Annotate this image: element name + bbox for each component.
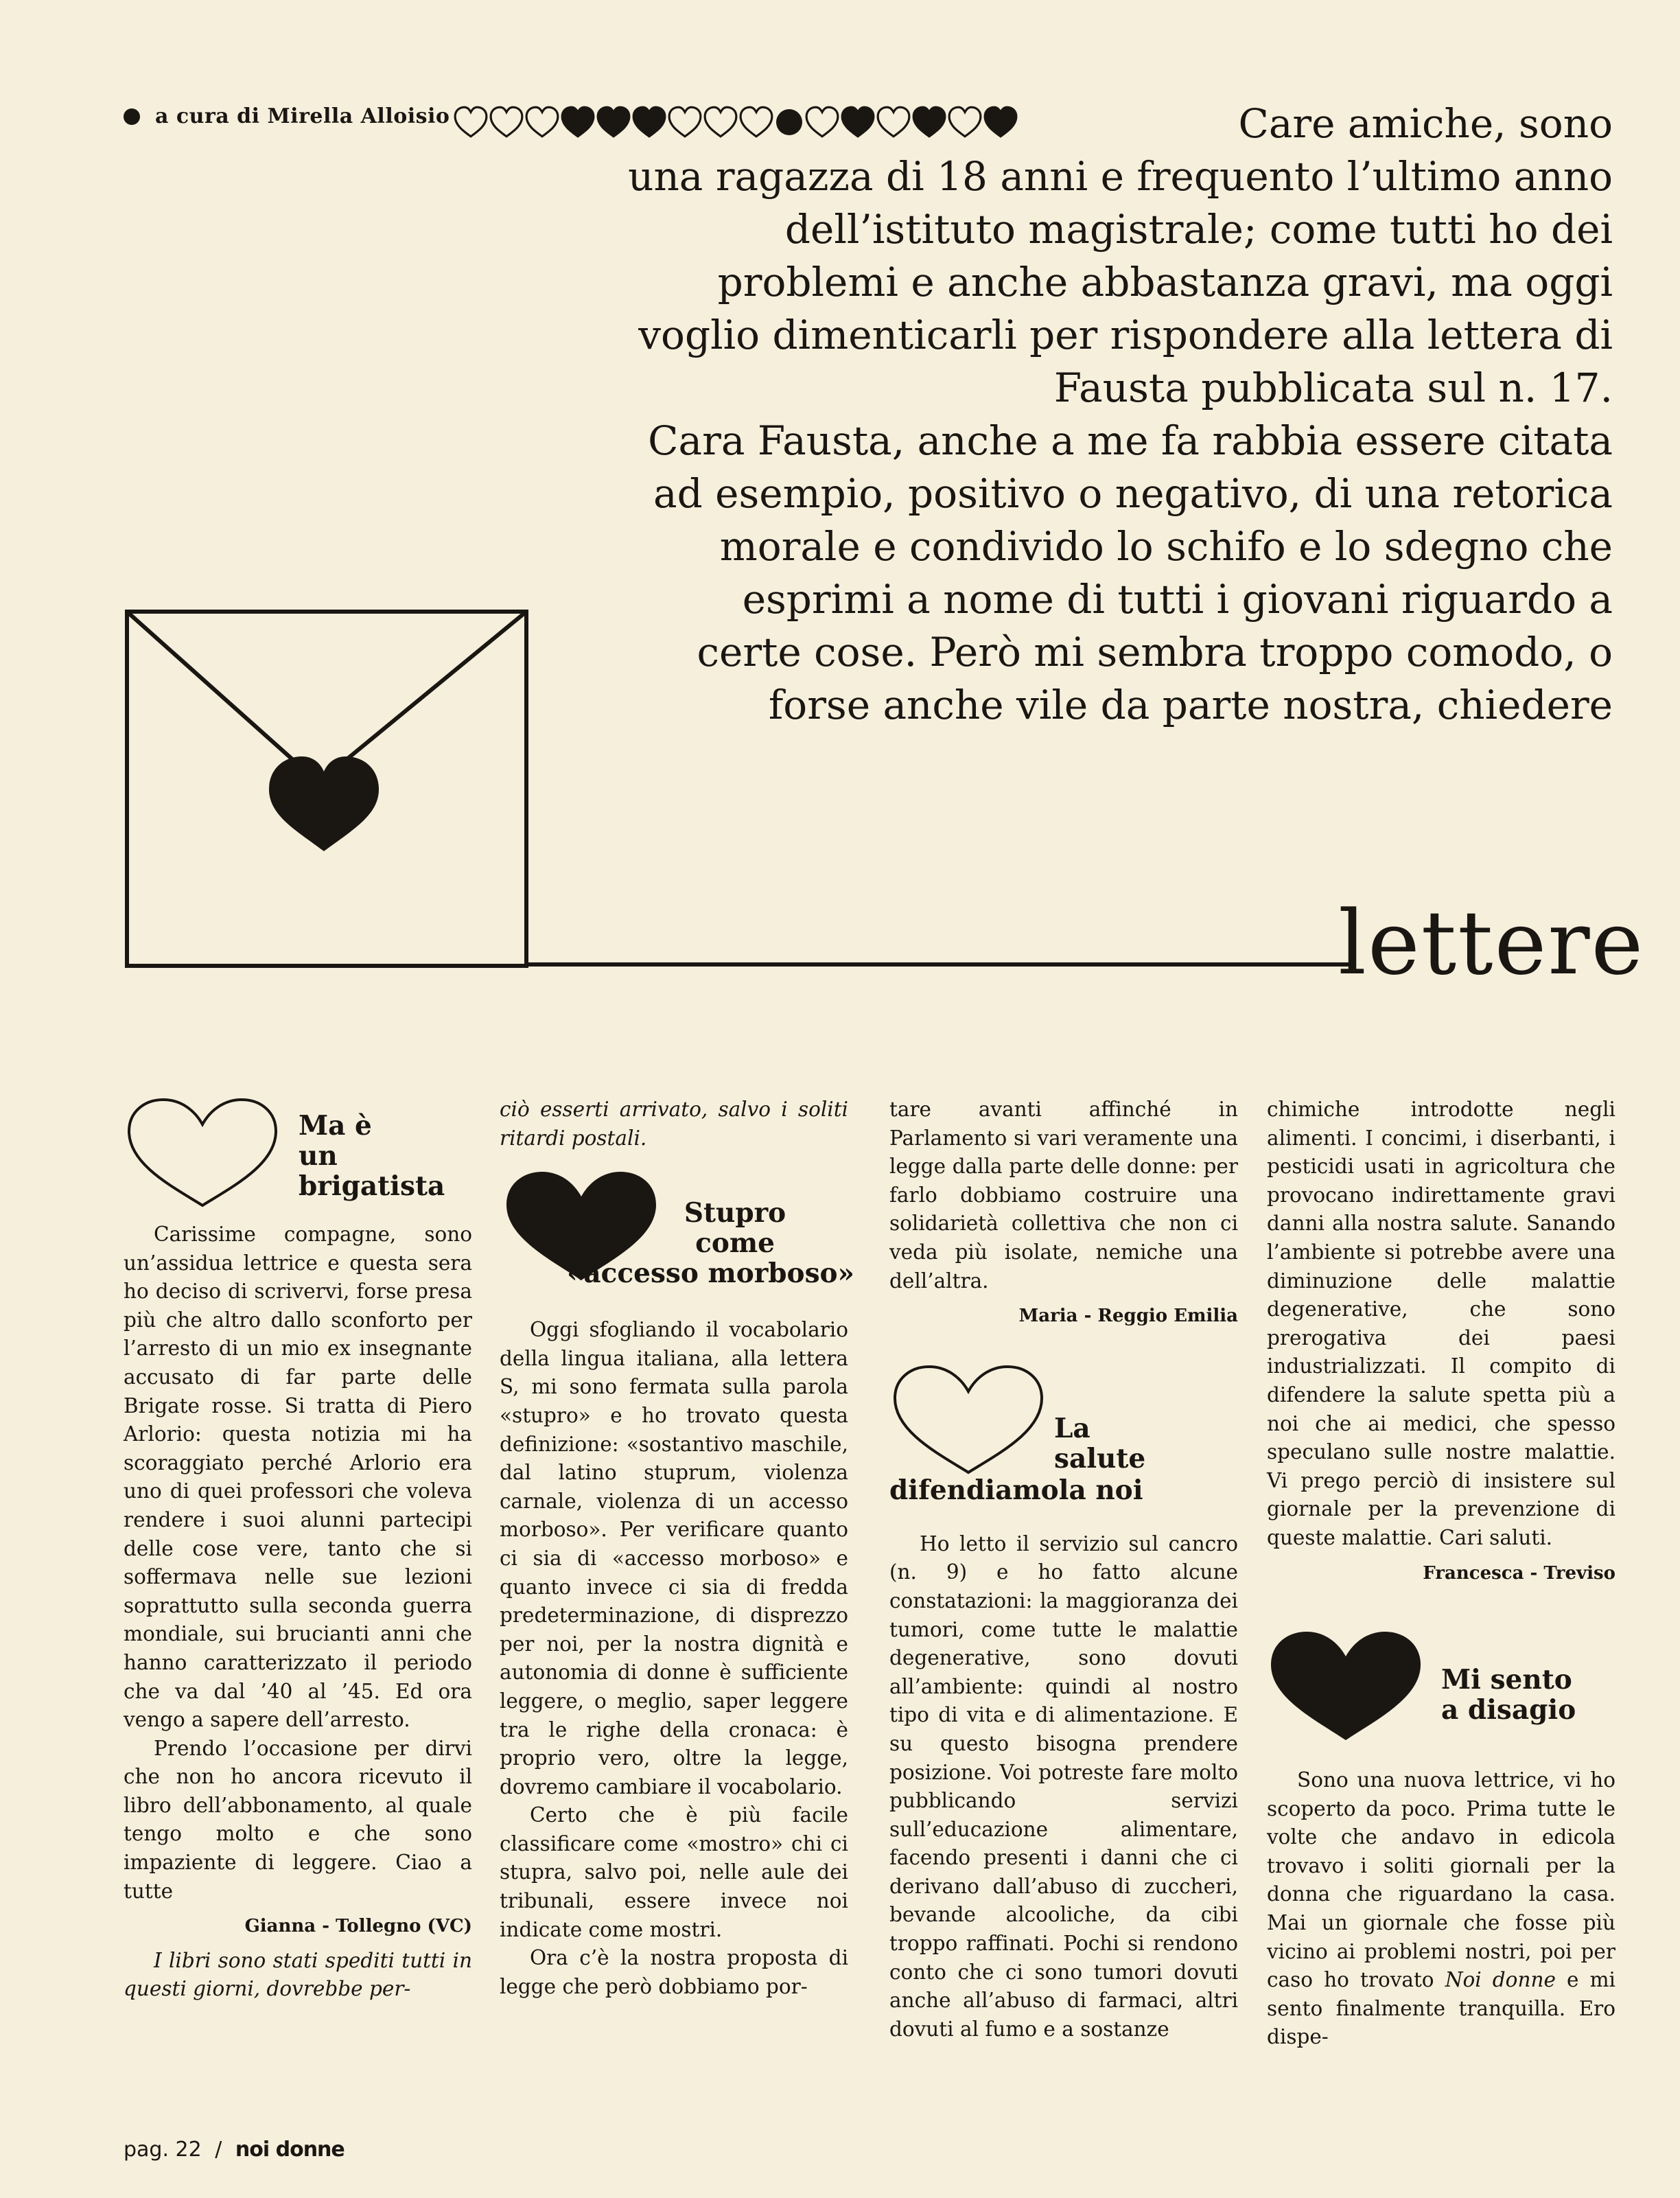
page-footer bbox=[124, 2138, 345, 2162]
page-number: pag. 22 bbox=[124, 2138, 202, 2162]
intro-line: certe cose. Però mi sembra troppo comodo, o bbox=[697, 629, 1613, 675]
section-rule bbox=[526, 962, 1349, 967]
letter-title bbox=[1054, 1413, 1145, 1474]
letter-paragraph-continued: tare avanti affinché in Parlamento si vari veramente una legge dalla parte delle donne: per farlo dobbiamo costruire una solidarietà collettiva che non ci veda più isolate, nemiche una dell’altra. bbox=[889, 1098, 1238, 1293]
heart-filled-icon bbox=[1267, 1629, 1425, 1746]
magazine-title: noi donne bbox=[235, 2138, 345, 2162]
letter-signature: Gianna - Tollegno (VC) bbox=[244, 1916, 472, 1937]
letter-signature: Francesca - Treviso bbox=[1423, 1562, 1615, 1584]
letter-paragraph-continued: chimiche introdotte negli alimenti. I concimi, i diserbanti, i pesticidi usati in agricoltura che provocano indirettamente gravi danni alla nostra salute. Sanando l’ambiente si potrebbe avere una diminuzione delle malattie degenerative, che sono prerogativa dei paesi industrializzati. Il compito di difendere la salute spetta più a noi che ai medici, che spesso speculano sulle nostre malattie. Vi prego perciò di insistere sul giornale per la prevenzione di queste malattie. Cari saluti. bbox=[1267, 1098, 1615, 1549]
letter-paragraph bbox=[1267, 1766, 1615, 2052]
byline bbox=[124, 104, 450, 128]
intro-line: Cara Fausta, anche a me fa rabbia essere citata bbox=[648, 417, 1613, 464]
intro-line: una ragazza di 18 anni e frequento l’ultimo anno bbox=[628, 153, 1613, 200]
letter-header-salute bbox=[889, 1363, 1238, 1520]
letter-paragraph: Oggi sfogliando il vocabolario della lingua italiana, alla lettera S, mi sono fermata sulla parola «stupro» e ho trovato questa definizione: «sostantivo maschile, dal latino stuprum, violenza carnale, violenza di un accesso morboso». Per verificare quanto ci sia di «accesso morboso» e quanto invece ci sia di fredda predeterminazione, di disprezzo per noi, per la nostra dignità e autonomia di donne è sufficiente leggere, o meglio, saper leggere tra le righe della cronaca: è proprio vero, oltre la legge, dovremo cambiare il vocabolario. bbox=[500, 1318, 848, 1798]
title-line: «accesso morboso» bbox=[567, 1258, 854, 1290]
bullet-dot-icon bbox=[124, 108, 140, 125]
title-line: come bbox=[695, 1227, 775, 1260]
letter-header-disagio bbox=[1267, 1629, 1615, 1757]
paragraph-text: e mi sento finalmente tranquilla. Ero dispe- bbox=[1267, 1968, 1615, 2049]
letter-title-line-3: difendiamola noi bbox=[889, 1474, 1143, 1506]
intro-line: forse anche vile da parte nostra, chiedere bbox=[768, 682, 1613, 728]
editor-reply: I libri sono stati spediti tutti in questi giorni, dovrebbe per- bbox=[124, 1948, 472, 2001]
envelope-icon bbox=[125, 610, 537, 969]
intro-line: dell’istituto magistrale; come tutti ho dei bbox=[784, 206, 1613, 253]
intro-line: morale e condivido lo schifo e lo sdegno che bbox=[719, 523, 1613, 570]
letter-paragraph: Prendo l’occasione per dirvi che non ho ancora ricevuto il libro dell’abbonamento, al quale tengo molto e che sono impaziente di leggere. Ciao a tutte bbox=[124, 1736, 472, 1903]
letter-paragraph: Ora c’è la nostra proposta di legge che però dobbiamo por- bbox=[500, 1946, 848, 1998]
editor-reply-continued: ciò esserti arrivato, salvo i soliti ritardi postali. bbox=[500, 1098, 848, 1150]
byline-text: a cura di Mirella Alloisio bbox=[155, 104, 450, 128]
title-line: salute bbox=[1054, 1442, 1146, 1474]
intro-letter bbox=[439, 97, 1613, 732]
heart-seal-icon bbox=[269, 756, 379, 851]
intro-line: problemi e anche abbastanza gravi, ma oggi bbox=[717, 259, 1613, 305]
intro-line: esprimi a nome di tutti i giovani riguardo a bbox=[742, 576, 1613, 623]
letter-paragraph: Carissime compagne, sono un’assidua lettrice e questa sera ho deciso di scrivervi, forse presa più che altro dallo sconforto per l’arresto di un mio ex insegnante accusato di far parte delle Brigate rosse. Si tratta di Piero Arlorio: questa notizia mi ha scoraggiato perché Arlorio era uno di quei professori che voleva rendere i suoi alunni partecipi delle cose vere, tanto che si soffermava nelle sue lezioni soprattutto sulla seconda guerra mondiale, sui brucianti anni che hanno caratterizzato il periodo che va dal ’40 al ’45. Ed ora vengo a sapere dell’arresto. bbox=[124, 1223, 472, 1732]
intro-line: Fausta pubblicata sul n. 17. bbox=[1053, 365, 1613, 411]
footer-separator: / bbox=[215, 2138, 222, 2162]
heart-outline-icon bbox=[124, 1096, 281, 1212]
letter-title bbox=[1441, 1665, 1576, 1725]
letter-paragraph: Ho letto il servizio sul cancro (n. 9) e ho fatto alcune constatazioni: la maggioranza dei tumori, come tutte le malattie degenerative, sono dovuti all’ambiente: quindi al nostro tipo di vita e di alimentazione. E su questo bisogna prendere posizione. Voi potreste fare molto pubblicando servizi sull’educazione alimentare, facendo presenti i danni che ci derivano dall’abuso di zuccheri, bevande alcooliche, da cibi troppo raffinati. Pochi si rendono conto che ci sono tumori dovuti anche all’abuso di farmaci, altri dovuti al fumo e a sostanze bbox=[889, 1531, 1238, 2041]
title-line: Ma è bbox=[299, 1110, 372, 1142]
column-2 bbox=[500, 1096, 854, 2001]
title-line: Mi sento bbox=[1441, 1664, 1572, 1696]
letter-title bbox=[299, 1111, 445, 1201]
paragraph-text: Sono una nuova lettrice, vi ho scoperto da poco. Prima tutte le volte che andavo in edicola trovavo i soliti giornali per la donna che riguardano la casa. Mai un giornale che fosse più vicino ai problemi nostri, poi per caso ho trovato bbox=[1267, 1768, 1615, 1992]
column-4 bbox=[1267, 1096, 1615, 2052]
title-line: La bbox=[1054, 1412, 1090, 1444]
heart-outline-icon bbox=[889, 1363, 1047, 1479]
intro-line: ad esempio, positivo o negativo, di una retorica bbox=[653, 470, 1613, 517]
title-line: un bbox=[299, 1140, 338, 1172]
letter-paragraph: Certo che è più facile classificare come «mostro» chi ci stupra, salvo poi, nelle aule dei tribunali, essere invece noi indicate come mostri. bbox=[500, 1803, 848, 1941]
intro-line: voglio dimenticarli per rispondere alla lettera di bbox=[638, 312, 1613, 358]
intro-indent bbox=[524, 130, 1238, 137]
letter-signature: Maria - Reggio Emilia bbox=[1018, 1306, 1238, 1327]
magazine-name: Noi donne bbox=[1445, 1968, 1556, 1992]
title-line: Stupro bbox=[684, 1197, 786, 1229]
title-line: a disagio bbox=[1441, 1694, 1576, 1726]
letter-header-brigatista bbox=[124, 1096, 472, 1211]
column-3 bbox=[889, 1096, 1238, 2044]
column-1 bbox=[124, 1096, 472, 2004]
title-line: brigatista bbox=[299, 1170, 445, 1202]
letter-header-stupro bbox=[500, 1169, 854, 1306]
letter-title bbox=[567, 1197, 854, 1290]
intro-line: Care amiche, sono bbox=[1238, 100, 1613, 147]
section-title: lettere bbox=[1338, 892, 1645, 995]
